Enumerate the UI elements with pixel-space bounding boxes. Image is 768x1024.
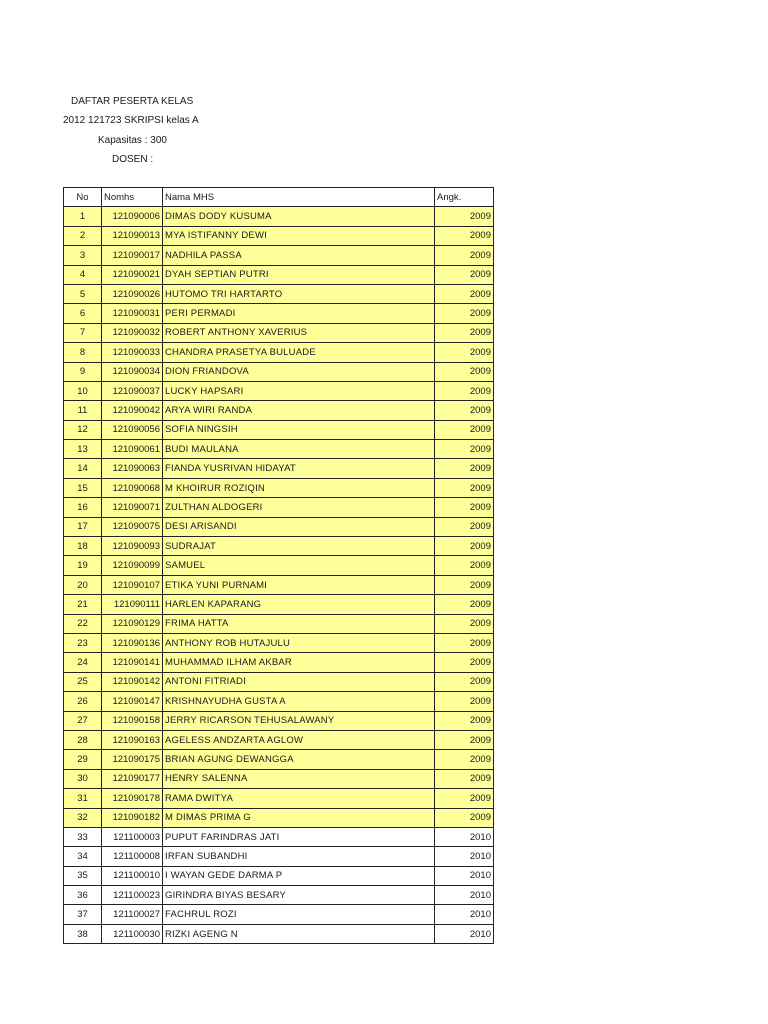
student-year: 2009 <box>435 672 494 691</box>
table-row <box>64 459 494 478</box>
student-year: 2010 <box>435 827 494 846</box>
table-row <box>64 886 494 905</box>
student-year: 2009 <box>435 478 494 497</box>
student-id: 121090129 <box>102 614 163 633</box>
student-id: 121090068 <box>102 478 163 497</box>
student-name: DION FRIANDOVA <box>163 362 435 381</box>
table-row <box>64 614 494 633</box>
student-year: 2009 <box>435 343 494 362</box>
student-year: 2009 <box>435 711 494 730</box>
table-row <box>64 730 494 749</box>
student-name: CHANDRA PRASETYA BULUADE <box>163 343 435 362</box>
row-number: 17 <box>64 517 102 536</box>
student-year: 2009 <box>435 789 494 808</box>
table-body <box>64 207 494 944</box>
table-row <box>64 789 494 808</box>
student-name: LUCKY HAPSARI <box>163 381 435 400</box>
student-year: 2010 <box>435 886 494 905</box>
student-name: MUHAMMAD ILHAM AKBAR <box>163 653 435 672</box>
row-number: 37 <box>64 905 102 924</box>
table-row <box>64 827 494 846</box>
student-year: 2009 <box>435 265 494 284</box>
student-id: 121100003 <box>102 827 163 846</box>
row-number: 5 <box>64 284 102 303</box>
student-name: RAMA DWITYA <box>163 789 435 808</box>
student-id: 121090178 <box>102 789 163 808</box>
student-id: 121090136 <box>102 633 163 652</box>
student-year: 2009 <box>435 769 494 788</box>
row-number: 20 <box>64 575 102 594</box>
row-number: 1 <box>64 207 102 226</box>
student-name: ARYA WIRI RANDA <box>163 401 435 420</box>
student-name: SAMUEL <box>163 556 435 575</box>
table-header-row <box>64 188 494 207</box>
student-name: DESI ARISANDI <box>163 517 435 536</box>
row-number: 34 <box>64 847 102 866</box>
student-year: 2010 <box>435 905 494 924</box>
student-name: KRISHNAYUDHA GUSTA A <box>163 692 435 711</box>
student-year: 2009 <box>435 537 494 556</box>
student-id: 121090099 <box>102 556 163 575</box>
row-number: 2 <box>64 226 102 245</box>
student-name: M KHOIRUR ROZIQIN <box>163 478 435 497</box>
row-number: 14 <box>64 459 102 478</box>
table-row <box>64 711 494 730</box>
student-year: 2010 <box>435 847 494 866</box>
student-name: HUTOMO TRI HARTARTO <box>163 284 435 303</box>
student-name: FIANDA YUSRIVAN HIDAYAT <box>163 459 435 478</box>
row-number: 24 <box>64 653 102 672</box>
student-name: IRFAN SUBANDHI <box>163 847 435 866</box>
student-id: 121100008 <box>102 847 163 866</box>
student-id: 121090158 <box>102 711 163 730</box>
row-number: 32 <box>64 808 102 827</box>
student-name: BRIAN AGUNG DEWANGGA <box>163 750 435 769</box>
student-id: 121090107 <box>102 575 163 594</box>
participant-table <box>63 187 494 944</box>
student-year: 2009 <box>435 246 494 265</box>
row-number: 11 <box>64 401 102 420</box>
row-number: 22 <box>64 614 102 633</box>
student-year: 2009 <box>435 284 494 303</box>
row-number: 26 <box>64 692 102 711</box>
student-name: GIRINDRA BIYAS BESARY <box>163 886 435 905</box>
table-row <box>64 595 494 614</box>
student-year: 2009 <box>435 362 494 381</box>
table-row <box>64 478 494 497</box>
row-number: 15 <box>64 478 102 497</box>
table-row <box>64 672 494 691</box>
row-number: 25 <box>64 672 102 691</box>
student-name: ZULTHAN ALDOGERI <box>163 498 435 517</box>
table-row <box>64 498 494 517</box>
row-number: 29 <box>64 750 102 769</box>
student-year: 2009 <box>435 401 494 420</box>
student-id: 121100010 <box>102 866 163 885</box>
student-name: AGELESS ANDZARTA AGLOW <box>163 730 435 749</box>
student-id: 121090032 <box>102 323 163 342</box>
student-id: 121090013 <box>102 226 163 245</box>
student-id: 121100030 <box>102 924 163 943</box>
table-row <box>64 905 494 924</box>
row-number: 21 <box>64 595 102 614</box>
student-name: HARLEN KAPARANG <box>163 595 435 614</box>
table-row <box>64 226 494 245</box>
table-row <box>64 207 494 226</box>
student-id: 121090093 <box>102 537 163 556</box>
student-year: 2009 <box>435 575 494 594</box>
table-row <box>64 304 494 323</box>
student-id: 121090111 <box>102 595 163 614</box>
table-row <box>64 343 494 362</box>
table-row <box>64 440 494 459</box>
table-row <box>64 575 494 594</box>
table-row <box>64 362 494 381</box>
student-name: PUPUT FARINDRAS JATI <box>163 827 435 846</box>
student-id: 121090034 <box>102 362 163 381</box>
row-number: 18 <box>64 537 102 556</box>
table-row <box>64 246 494 265</box>
student-year: 2009 <box>435 226 494 245</box>
capacity-info: Kapasitas : 300 <box>98 135 167 146</box>
student-name: I WAYAN GEDE DARMA P <box>163 866 435 885</box>
student-id: 121090142 <box>102 672 163 691</box>
student-name: DYAH SEPTIAN PUTRI <box>163 265 435 284</box>
row-number: 23 <box>64 633 102 652</box>
student-id: 121090163 <box>102 730 163 749</box>
student-name: FACHRUL ROZI <box>163 905 435 924</box>
student-name: ETIKA YUNI PURNAMI <box>163 575 435 594</box>
lecturer-info: DOSEN : <box>112 154 154 165</box>
row-number: 27 <box>64 711 102 730</box>
student-id: 121090033 <box>102 343 163 362</box>
student-name: M DIMAS PRIMA G <box>163 808 435 827</box>
student-year: 2009 <box>435 207 494 226</box>
table-row <box>64 556 494 575</box>
student-id: 121090175 <box>102 750 163 769</box>
row-number: 36 <box>64 886 102 905</box>
row-number: 8 <box>64 343 102 362</box>
row-number: 16 <box>64 498 102 517</box>
table-row <box>64 692 494 711</box>
table-row <box>64 537 494 556</box>
student-id: 121090056 <box>102 420 163 439</box>
student-name: DIMAS DODY KUSUMA <box>163 207 435 226</box>
row-number: 19 <box>64 556 102 575</box>
student-name: ROBERT ANTHONY XAVERIUS <box>163 323 435 342</box>
row-number: 33 <box>64 827 102 846</box>
student-year: 2009 <box>435 614 494 633</box>
table-row <box>64 653 494 672</box>
table-row <box>64 750 494 769</box>
student-year: 2009 <box>435 459 494 478</box>
row-number: 12 <box>64 420 102 439</box>
student-year: 2009 <box>435 381 494 400</box>
row-number: 13 <box>64 440 102 459</box>
table-row <box>64 420 494 439</box>
student-year: 2010 <box>435 924 494 943</box>
student-year: 2009 <box>435 440 494 459</box>
student-name: SOFIA NINGSIH <box>163 420 435 439</box>
student-name: MYA ISTIFANNY DEWI <box>163 226 435 245</box>
row-number: 7 <box>64 323 102 342</box>
student-year: 2009 <box>435 323 494 342</box>
student-id: 121090031 <box>102 304 163 323</box>
row-number: 30 <box>64 769 102 788</box>
student-id: 121100027 <box>102 905 163 924</box>
student-year: 2009 <box>435 808 494 827</box>
table-row <box>64 808 494 827</box>
student-year: 2009 <box>435 420 494 439</box>
course-info: 2012 121723 SKRIPSI kelas A <box>63 115 199 126</box>
table-row <box>64 265 494 284</box>
student-id: 121090042 <box>102 401 163 420</box>
student-id: 121090075 <box>102 517 163 536</box>
student-name: NADHILA PASSA <box>163 246 435 265</box>
student-name: SUDRAJAT <box>163 537 435 556</box>
row-number: 3 <box>64 246 102 265</box>
table-row <box>64 633 494 652</box>
table-row <box>64 924 494 943</box>
student-id: 121090147 <box>102 692 163 711</box>
row-number: 35 <box>64 866 102 885</box>
student-name: ANTHONY ROB HUTAJULU <box>163 633 435 652</box>
student-name: ANTONI FITRIADI <box>163 672 435 691</box>
student-id: 121090063 <box>102 459 163 478</box>
table-row <box>64 323 494 342</box>
row-number: 9 <box>64 362 102 381</box>
student-year: 2009 <box>435 556 494 575</box>
row-number: 31 <box>64 789 102 808</box>
student-year: 2009 <box>435 750 494 769</box>
student-id: 121090071 <box>102 498 163 517</box>
student-id: 121090061 <box>102 440 163 459</box>
table-row <box>64 866 494 885</box>
student-name: BUDI MAULANA <box>163 440 435 459</box>
table-row <box>64 517 494 536</box>
table-row <box>64 284 494 303</box>
student-id: 121090141 <box>102 653 163 672</box>
student-year: 2009 <box>435 653 494 672</box>
student-year: 2009 <box>435 730 494 749</box>
student-name: FRIMA HATTA <box>163 614 435 633</box>
table-row <box>64 401 494 420</box>
student-id: 121100023 <box>102 886 163 905</box>
student-name: HENRY SALENNA <box>163 769 435 788</box>
student-year: 2009 <box>435 498 494 517</box>
document-title: DAFTAR PESERTA KELAS <box>71 96 194 107</box>
column-header-no: No <box>64 188 102 207</box>
student-name: JERRY RICARSON TEHUSALAWANY <box>163 711 435 730</box>
student-year: 2009 <box>435 517 494 536</box>
student-id: 121090026 <box>102 284 163 303</box>
student-id: 121090021 <box>102 265 163 284</box>
student-id: 121090037 <box>102 381 163 400</box>
column-header-nomhs: Nomhs <box>102 188 163 207</box>
student-year: 2009 <box>435 633 494 652</box>
table-row <box>64 769 494 788</box>
student-name: RIZKI AGENG N <box>163 924 435 943</box>
column-header-angkatan: Angk. <box>435 188 494 207</box>
row-number: 4 <box>64 265 102 284</box>
student-id: 121090182 <box>102 808 163 827</box>
row-number: 10 <box>64 381 102 400</box>
student-year: 2009 <box>435 595 494 614</box>
student-id: 121090017 <box>102 246 163 265</box>
student-year: 2009 <box>435 692 494 711</box>
student-year: 2009 <box>435 304 494 323</box>
row-number: 38 <box>64 924 102 943</box>
table-row <box>64 847 494 866</box>
student-id: 121090006 <box>102 207 163 226</box>
table-row <box>64 381 494 400</box>
student-id: 121090177 <box>102 769 163 788</box>
column-header-nama: Nama MHS <box>163 188 435 207</box>
row-number: 6 <box>64 304 102 323</box>
student-year: 2010 <box>435 866 494 885</box>
student-name: PERI PERMADI <box>163 304 435 323</box>
row-number: 28 <box>64 730 102 749</box>
